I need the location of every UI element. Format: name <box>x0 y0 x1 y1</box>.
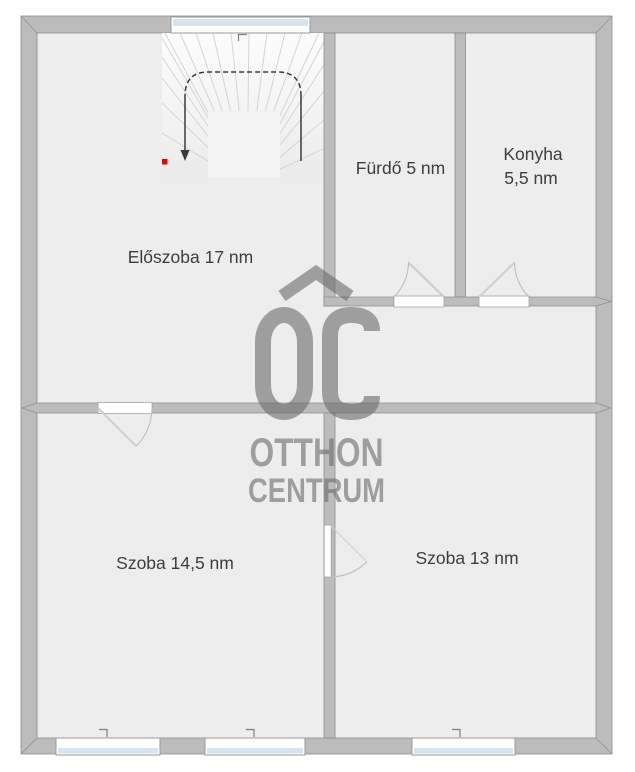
wall-eloszoba-furdo <box>324 33 335 306</box>
room-label-szoba1: Szoba 14,5 nm <box>116 553 234 573</box>
room-label-furdo: Fürdő 5 nm <box>355 158 446 178</box>
stair-landing <box>208 111 280 177</box>
room-label-konyha-line2: 5,5 nm <box>504 168 558 188</box>
wall-furdo-konyha <box>455 33 466 297</box>
room-label-eloszoba: Előszoba 17 nm <box>127 247 254 267</box>
wall-under-furdo-konyha <box>324 297 611 306</box>
room-label-konyha-line1: Konyha <box>503 144 563 164</box>
watermark-line2: CENTRUM <box>248 472 385 510</box>
entry-red-dot-icon <box>162 159 168 165</box>
room-label-szoba2: Szoba 13 nm <box>415 548 519 568</box>
watermark-line1: OTTHON <box>249 431 384 475</box>
